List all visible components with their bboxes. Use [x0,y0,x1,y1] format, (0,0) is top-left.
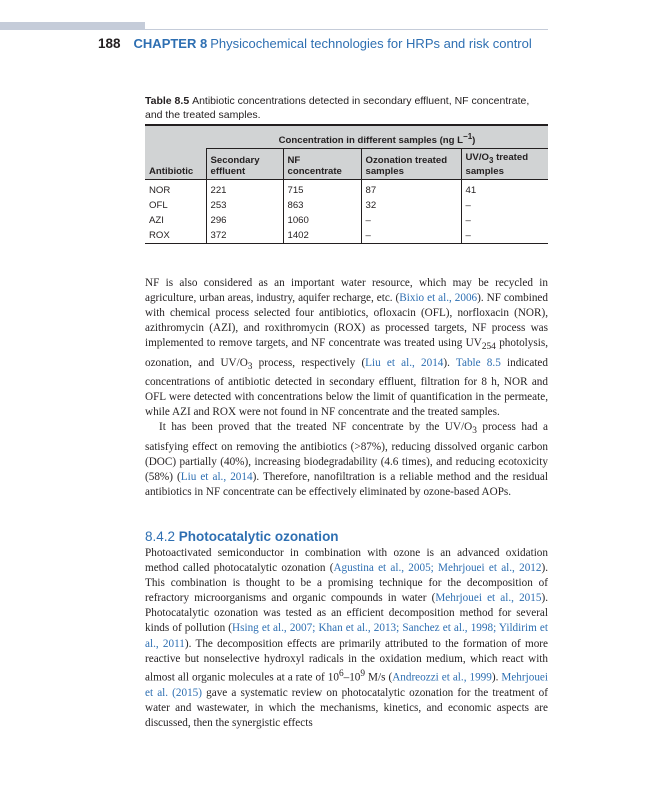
citation-link[interactable]: Liu et al., 2014 [180,470,253,483]
antibiotic-table [145,124,548,244]
header-rule [145,29,548,30]
cell-antibiotic: NOR [149,185,171,196]
cell-uv: – [461,198,548,213]
cell-uv: 41 [461,180,548,199]
cell-antibiotic: ROX [145,228,206,244]
cell-ozonation: 87 [361,180,461,199]
section-heading [145,529,339,544]
page-number: 188 [98,36,121,51]
group-header: Concentration in different samples (ng $L^{-1}$) [206,125,548,149]
citation-link[interactable]: Agustina et al., 2005; Mehrjouei et al., 2012 [333,562,542,575]
cell-ozonation: – [361,213,461,228]
cell-antibiotic: OFL [149,200,168,211]
cell-nf: 715 [283,180,361,199]
table-label: Table 8.5 [145,95,190,107]
citation-link[interactable]: Mehrjouei et al., 2015 [435,592,542,605]
chapter-label: CHAPTER 8 [133,36,208,51]
table-row [145,228,548,244]
header-accent-bar [0,22,145,30]
paragraph-nf-resource: NF is also considered as an important water resource, which may be recycled in agriculture, urban areas, industry, aquifer recharge, etc. (Bixio et al., 2006). NF combined with chemical process selected four antibiotics, ofloxacin (OFL), norfloxacin (NOR), azithromycin (AZI), and roxithromycin (ROX) as processed targets, NF process was implemented to remove targets, and NF concentrate was treated using $UV_{254}$ photolysis, ozonation, and $UV/O_3$ process, respectively (Liu et al., 2014). Table 8.5 indicated concentrations of antibiotic detected in secondary effluent, filtration for 8 h, NOR and OFL were detected with concentrations below the limit of quantification in the permeate, while AZI and ROX were not found in NF concentrate and the treated samples. [145,277,548,419]
cell-nf: 863 [283,198,361,213]
cell-antibiotic: AZI [149,215,164,226]
paragraph-uv-o3: It has been proved that the treated NF concentrate by the $UV/O_3$ process had a satisfying effect on removing the antibiotics (>87%), reducing dissolved organic carbon (DOC) partially (40%), increasing biodegradability (4.6 times), and reducing ecotoxicity (58%) (Liu et al., 2014). Therefore, nanofiltration is a reliable method and the residual antibiotics in NF concentrate can be effectively eliminated by ozone-based AOPs. [145,421,548,498]
citation-link[interactable]: Hsing et al., 2007; Khan et al., 2013; Sanchez et al., 1998; Yildirim et al., 2011 [145,622,548,650]
table-row [145,213,548,228]
col-header-nf: NF concentrate [283,149,361,180]
cell-nf: 1402 [283,228,361,244]
cell-uv: – [461,213,548,228]
section-number: 8.4.2 [145,529,176,544]
section-title: Photocatalytic ozonation [178,529,339,544]
cell-secondary: 296 [206,213,283,228]
body-text-upper [145,276,548,500]
table-reference-link[interactable]: Table 8.5 [455,356,501,369]
chapter-title: Physicochemical technologies for HRPs and risk control [210,36,532,51]
table-caption [145,94,545,122]
citation-link[interactable]: Mehrjouei et al. (2015) [145,671,548,699]
table-caption-text: Antibiotic concentrations detected in secondary effluent, NF concentrate, and the treated samples. [145,95,530,121]
col-header-uv: $UV/O_3$ treated samples [461,149,548,180]
table-row [145,198,548,213]
citation-link[interactable]: Bixio et al., 2006 [399,292,478,305]
cell-ozonation: 32 [361,198,461,213]
cell-secondary: 221 [206,180,283,199]
cell-uv: – [461,228,548,244]
cell-ozonation: – [361,228,461,244]
body-text-lower [145,546,548,731]
col-header-secondary: Secondary effluent [206,149,283,180]
cell-secondary: 253 [206,198,283,213]
col-header-ozonation: Ozonation treated samples [361,149,461,180]
running-header [98,35,558,55]
cell-nf: 1060 [283,213,361,228]
paragraph-photocatalytic: Photoactivated semiconductor in combination with ozone is an advanced oxidation method called photocatalytic ozonation (Agustina et al., 2005; Mehrjouei et al., 2012). This combination is thought to be a promising technique for the decomposition of refractory microorganisms and organic compounds in water (Mehrjouei et al., 2015). Photocatalytic ozonation was tested as an efficient decomposition method for several kinds of pollution (Hsing et al., 2007; Khan et al., 2013; Sanchez et al., 1998; Yildirim et al., 2011). The decomposition effects are primarily attributed to the formation of more reactive but nonselective hydroxyl radicals in the oxidation medium, which react with almost all organic molecules at a rate of $10^6-10^9$ M/s (Andreozzi et al., 1999). Mehrjouei et al. (2015) gave a systematic review on photocatalytic ozonation for the treatment of water and wastewater, in which the mechanisms, kinetics, and economic aspects are discussed, then the synergistic effects [145,547,549,729]
col-header-antibiotic: Antibiotic [145,149,206,180]
cell-secondary: 372 [206,228,283,244]
table-row [145,180,548,199]
citation-link[interactable]: Andreozzi et al., 1999 [392,671,492,684]
citation-link[interactable]: Liu et al., 2014 [365,356,444,369]
